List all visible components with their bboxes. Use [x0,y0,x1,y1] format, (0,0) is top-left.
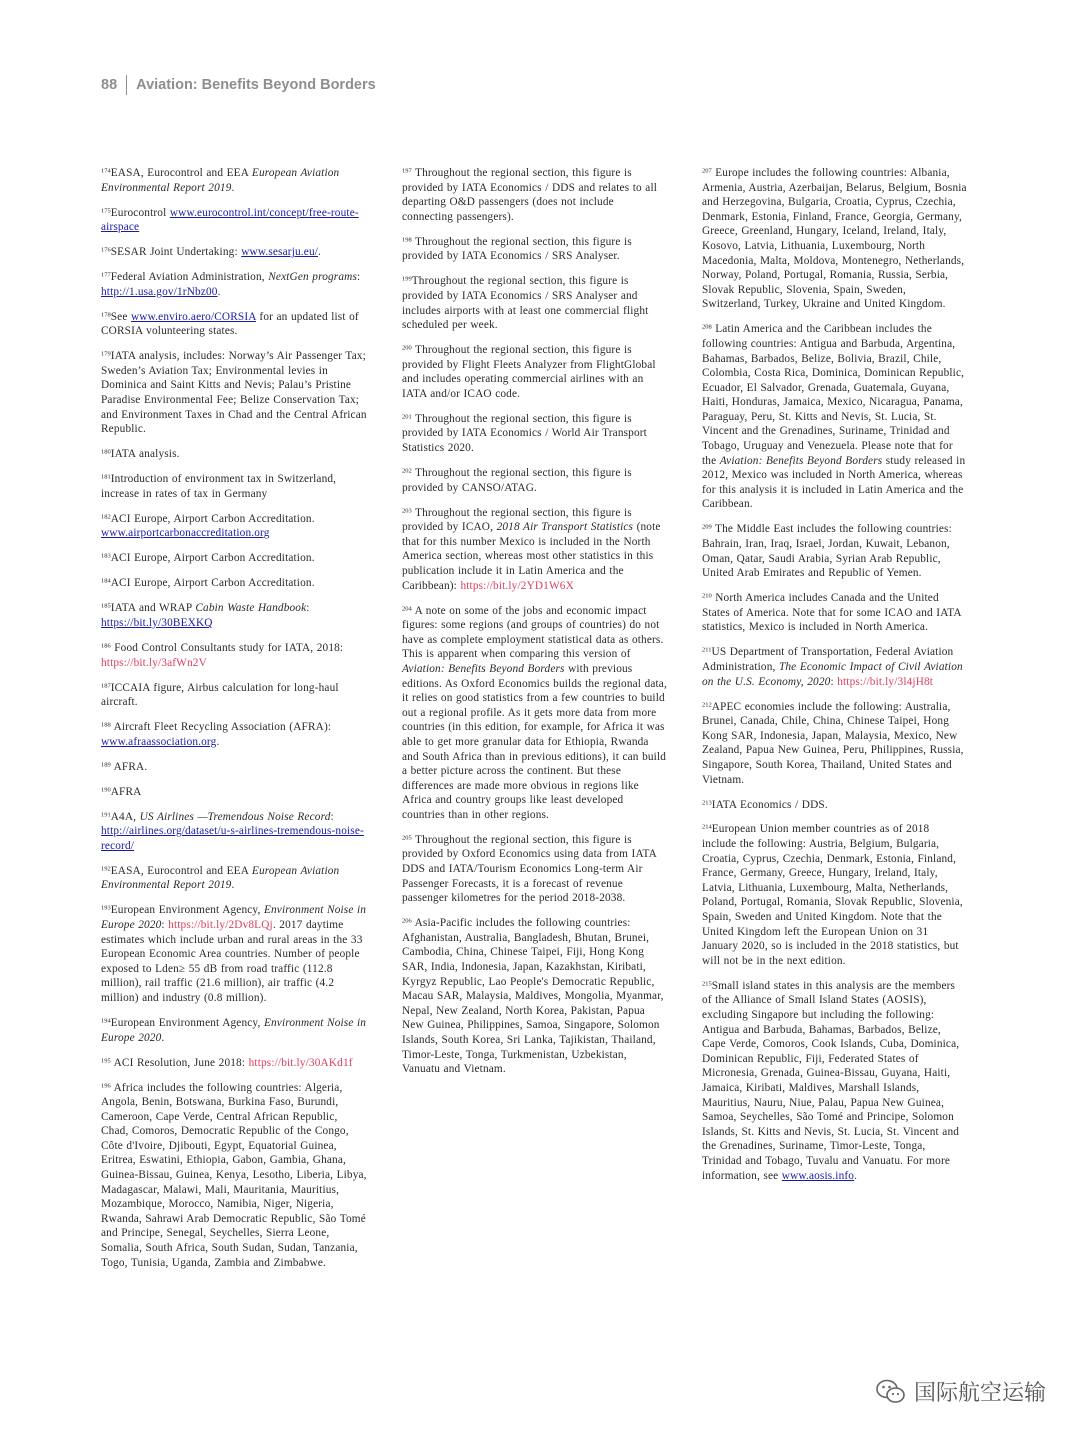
footnote-number: 191 [101,811,111,819]
footnote-number: 213 [702,799,712,806]
footnote [101,551,367,566]
page-number: 88 [101,77,118,93]
footnote [702,645,967,689]
footnote-text: . 2017 daytime estimates which include urban and rural areas in the 33 European Economic Area countries. Number of people exposed to Lden≥ 55 dB from road traffic (112.8 million), rail traffic (21.6 million), air traffic (4.2 million) and industry (0.8 million). [101,918,363,1004]
footnote-text: ACI Europe, Airport Carbon Accreditation. [110,577,315,590]
footnote-number: 195 [101,1057,111,1065]
footnote-number: 178 [101,311,111,319]
footnote [402,343,667,401]
footnote-text: ACI Europe, Airport Carbon Accreditation. [110,512,315,525]
footnote-text: ACI Europe, Airport Carbon Accreditation. [110,552,315,565]
footnote [402,166,667,224]
footnote-text: A note on some of the jobs and economic impact figures: some regions (and groups of countries) do not have as complete employment statistical data as others. This is apparent when comparing this version of [402,604,664,661]
footnote-text: (note that for this number Mexico is included in the North America section, whereas most other statistics in this publication include it in Latin America and the Caribbean): [402,521,661,592]
footnote-text: IATA analysis. [110,448,180,461]
footnote-text: APEC economies include the following: Australia, Brunei, Canada, Chile, China, Chinese Taipei, Hong Kong SAR, Indonesia, Japan, Malaysia, Mexico, New Zealand, Papua New Guinea, Peru, Philippines, Russia, Singapore, South Korea, Thailand, United States and Vietnam. [702,700,964,786]
footnote-italic-title: NextGen programs [268,271,358,284]
footnote-number: 184 [101,577,111,585]
footnote [101,310,367,339]
footnote-text: Small island states in this analysis are the members of the Alliance of Small Island States (AOSIS), excluding Singapore but including the following: Antigua and Barbuda, Bahamas, Barbados, Belize, Cape Verde, Comoros, Cook Islands, Cuba, Dominica, Dominican Republic, Fiji, Federated States of Micronesia, Grenada, Guinea-Bissau, Guyana, Haiti, Jamaica, Kiribati, Maldives, Marshall Islands, Mauritius, Nauru, Niue, Palau, Papua New Guinea, Samoa, Seychelles, São Tomé and Principe, Solomon Islands, St. Kitts and Nevis, St. Lucia, St. Vincent and the Grenadines, Suriname, Timor-Leste, Tonga, Trinidad and Tobago, Tuvalu and Vanuatu. For more information, see [702,979,960,1182]
footnote-link[interactable]: www.aosis.info [781,1169,855,1182]
footnote-italic-title: European Aviation Environmental Report 2019 [101,864,340,892]
footnote-number: 194 [101,1017,111,1025]
footnote-text: US Department of Transportation, Federal Aviation Administration, [702,646,954,673]
footnote [101,601,367,630]
footnote [101,785,367,800]
footnote-italic-title: Aviation: Benefits Beyond Borders [402,662,565,675]
footnote [402,274,667,332]
footnote-text: . [231,181,235,194]
footnote [101,1081,367,1271]
footnote-text: . [217,285,221,298]
footnote [702,822,967,968]
footnote-number: 198 [402,236,412,244]
footnote-number: 176 [101,246,111,254]
footnote-url: https://bit.ly/3l4jH8t [837,675,934,688]
footnote-text: SESAR Joint Undertaking: [110,246,242,259]
footnote-number: 210 [702,592,712,600]
footnote-text: Throughout the regional section, this figure is provided by Oxford Economics using data from IATA DDS and IATA/Tourism Economics Long-term Air Passenger Forecasts, it is a forecast of revenue passenger kilometres for the period 2018-2038. [402,833,657,905]
footnote-link[interactable]: www.afraassociation.org [101,735,217,748]
footnote-text: EASA, Eurocontrol and EEA [110,167,252,179]
footnote [101,760,367,775]
footnote-number: 209 [702,523,712,531]
footnote-text: : [357,271,361,284]
footnote-number: 206 [402,917,412,925]
footnote [702,979,967,1183]
footnote-link[interactable]: http://1.usa.gov/1rNbz00 [101,285,218,298]
footnote-text: . [161,1031,165,1044]
footnote-number: 187 [101,682,111,690]
footnote [101,681,367,710]
footnote-text: See [110,310,131,323]
footnote [402,833,667,906]
footnote-text: IATA analysis, includes: Norway’s Air Passenger Tax; Sweden’s Aviation Tax; Environmental levies in Dominica and Saint Kitts and Nevis; Palau’s Pristine Paradise Environmental Fee; Belize Conservation Tax; and Environment Taxes in Chad and the Central African Republic. [101,350,367,436]
footnote [702,700,967,788]
footnote-italic-title: Aviation: Benefits Beyond Borders [719,454,883,467]
footnote [101,1056,367,1071]
footnote [101,512,367,541]
footnote-text: Aircraft Fleet Recycling Association (AFRA): [110,721,332,734]
footnote-link[interactable]: https://bit.ly/30BEXKQ [101,616,213,629]
wechat-watermark [876,1376,1046,1407]
footnote-text: : [306,602,310,615]
footnote-link[interactable]: www.sesarju.eu/ [241,246,319,259]
footnote-text: IATA and WRAP [110,602,196,615]
watermark-text: 国际航空运输 [913,1381,1046,1406]
footnote-link[interactable]: www.enviro.aero/CORSIA [131,310,256,323]
footnote-text: : [330,810,334,823]
footnote-url: https://bit.ly/2Dv8LQj [168,918,273,931]
footnote-number: 199 [402,275,412,283]
footnote-text: with previous editions. As Oxford Economics builds the regional data, it relies on good statistics from a few countries to build out a regional profile. As it gets more data from more countries (in this edition, for example, for Africa it was able to get more granular data for Ethiopia, Rwanda and South Africa than in previous editions), it can build a better picture across the continent. But these differences are made more obvious in regions like Africa and country groups like least developed countries than in other regions. [402,662,667,821]
footnote-number: 196 [101,1082,111,1089]
footnote [402,604,667,823]
footnote-number: 212 [702,701,712,709]
footnote-number: 181 [101,473,111,481]
footnote-text: Throughout the regional section, this figure is provided by IATA Economics / DDS and relates to all departing O&D passengers (does not include connecting passengers). [402,167,658,223]
footnote-number: 211 [702,646,712,654]
footnote-text: A4A, [110,810,140,823]
footnote [101,206,367,235]
footnote-text: Throughout the regional section, this figure is provided by IATA Economics / World Air Transport Statistics 2020. [402,412,647,455]
footnote-number: 215 [702,980,712,988]
footnote [101,472,367,501]
footnote-text: Europe includes the following countries: Albania, Armenia, Austria, Azerbaijan, Belarus, Belgium, Bosnia and Herzegovina, Bulgaria, Croatia, Cyprus, Czechia, Denmark, Estonia, Finland, France, Georgia, Germany, Greece, Greenland, Hungary, Iceland, Ireland, Italy, Kosovo, Latvia, Lithuania, Luxembourg, North Macedonia, Malta, Moldova, Montenegro, Netherlands, Norway, Poland, Portugal, Romania, Russia, Serbia, Slovak Republic, Slovenia, Spain, Sweden, Switzerland, Turkey, Ukraine and United Kingdom. [702,167,967,311]
footnote-text: Throughout the regional section, this figure is provided by Flight Fleets Analyzer from FlightGlobal and includes operating commercial airlines with an IATA and/or ICAO code. [402,344,656,400]
footnote-text: Throughout the regional section, this figure is provided by IATA Economics / SRS Analyser. [402,235,632,263]
footnote [402,412,667,456]
footnote-text: Eurocontrol [110,206,170,219]
footnote-url: https://bit.ly/30AKd1f [248,1056,353,1069]
footnote-number: 207 [702,167,712,175]
footnote-text: ACI Resolution, June 2018: [110,1056,249,1069]
footnote-text: Throughout the regional section, this figure is provided by ICAO, [402,506,632,534]
footnote [702,798,967,813]
footnote-link[interactable]: www.airportcarbonaccreditation.org [101,527,270,540]
footnote-number: 205 [402,834,412,842]
footnote-column-1 [101,166,367,1281]
footnote [101,903,367,1005]
footnote-text: Food Control Consultants study for IATA, 2018: [110,641,344,654]
footnote-url: https://bit.ly/3afWn2V [101,656,207,669]
footnote [402,506,667,594]
footnote-text: ICCAIA figure, Airbus calculation for long-haul aircraft. [101,681,339,709]
footnote [101,864,367,893]
footnote-number: 180 [101,448,111,456]
footnote [101,641,367,670]
footnote [101,720,367,749]
footnote-text: Throughout the regional section, this figure is provided by IATA Economics / SRS Analyser and includes airports with at least one commercial flight scheduled per week. [402,275,649,332]
footnote-text: study released in 2012, Mexico was included in North America, whereas for this analysis it is included in Latin America and the Caribbean. [702,454,966,511]
footnote-column-3 [702,166,967,1194]
footnote [101,810,367,854]
footnote-text: Africa includes the following countries: Algeria, Angola, Benin, Botswana, Burkina Faso, Burundi, Cameroon, Cape Verde, Central African Republic, Chad, Comoros, Democratic Republic of the Congo, Côte d'Ivoire, Djibouti, Egypt, Equatorial Guinea, Eritrea, Eswatini, Ethiopia, Gabon, Gambia, Ghana, Guinea-Bissau, Guinea, Kenya, Lesotho, Liberia, Libya, Madagascar, Malawi, Mali, Mauritania, Mauritius, Mozambique, Morocco, Namibia, Niger, Nigeria, Rwanda, Sahrawi Arab Democratic Republic, São Tomé and Principe, Senegal, Seychelles, Sierra Leone, Somalia, South Africa, South Sudan, Sudan, Tanzania, Togo, Tunisia, Uganda, Zambia and Zimbabwe. [101,1081,367,1269]
footnote-text: Throughout the regional section, this figure is provided by CANSO/ATAG. [402,467,632,494]
footnote-italic-title: Environment Noise in Europe 2020 [101,1016,367,1044]
footnote-number: 185 [101,602,111,610]
footnote-text: AFRA [110,785,142,798]
footnote-number: 186 [101,642,111,650]
footnote-text: European Environment Agency, [110,904,264,917]
footnote-number: 201 [402,413,412,421]
footnote-italic-title: European Aviation Environmental Report 2019 [101,167,340,194]
footnote-number: 214 [702,823,712,831]
footnote [101,447,367,462]
footnote [702,591,967,635]
footnote-number: 204 [402,605,412,613]
footnote-italic-title: The Economic Impact of Civil Aviation on the U.S. Economy, 2020 [702,660,963,688]
footnote-number: 177 [101,271,111,279]
footnote [101,166,367,195]
footnote-url: https://bit.ly/2YD1W6X [460,579,574,592]
footnote-text: North America includes Canada and the United States of America. Note that for some ICAO and IATA statistics, Mexico is included in North America. [702,592,962,634]
footnote-text: AFRA. [110,760,148,773]
footnote-text: Asia-Pacific includes the following countries: Afghanistan, Australia, Bangladesh, Bhutan, Brunei, Cambodia, China, Chinese Taipei, Fiji, Hong Kong SAR, India, Indonesia, Japan, Kazakhstan, Kiribati, Kyrgyz Republic, Lao People's Democratic Republic, Macau SAR, Malaysia, Maldives, Mongolia, Myanmar, Nepal, New Zealand, North Korea, Pakistan, Papua New Guinea, Philippines, Samoa, Singapore, Solomon Islands, South Korea, Sri Lanka, Tajikistan, Thailand, Timor-Leste, Tonga, Turkmenistan, Uzbekistan, Vanuatu and Vietnam. [402,917,664,1076]
footnote-italic-title: US Airlines —Tremendous Noise Record [139,810,331,823]
header-divider [126,75,127,95]
footnote-number: 182 [101,513,111,521]
footnote [101,349,367,437]
footnote-italic-title: Cabin Waste Handbook [195,602,307,615]
page-header [101,74,376,96]
footnote [101,1016,367,1045]
footnote-number: 174 [101,167,111,175]
footnote [101,270,367,299]
footnote-number: 197 [402,167,412,175]
footnote-number: 175 [101,207,111,215]
footnote-number: 188 [101,721,111,729]
footnote-text: . [231,879,235,892]
footnote-number: 190 [101,786,111,794]
footnote-column-2 [402,166,667,1087]
footnote-link[interactable]: www.eurocontrol.int/concept/free-route-airspace [101,206,359,234]
footnote-text: Latin America and the Caribbean includes the following countries: Antigua and Barbuda, Argentina, Bahamas, Barbados, Belize, Bolivia, Brazil, Chile, Colombia, Costa Rica, Dominica, Dominican Republic, Ecuador, El Salvador, Grenada, Guatemala, Guyana, Haiti, Honduras, Jamaica, Mexico, Nicaragua, Panama, Paraguay, Peru, St. Kitts and Nevis, St. Lucia, St. Vincent and the Grenadines, Suriname, Trinidad and Tobago, Uruguay and Venezuela. Please note that for the [702,323,965,467]
footnote [402,466,667,495]
footnote-text: Introduction of environment tax in Switzerland, increase in rates of tax in Germany [101,473,337,500]
footnote-number: 208 [702,323,712,331]
footnote-number: 200 [402,344,412,352]
footnote [101,576,367,591]
footnote-number: 192 [101,865,111,873]
footnote-italic-title: 2018 Air Transport Statistics [496,521,634,534]
footnote-text: IATA Economics / DDS. [711,798,828,811]
footnote-number: 189 [101,761,111,769]
footnote-number: 183 [101,552,111,560]
footnote-text: for an updated list of CORSIA volunteering states. [101,310,359,338]
footnote-link[interactable]: http://airlines.org/dataset/u-s-airlines-tremendous-noise-record/ [101,825,364,852]
running-title: Aviation: Benefits Beyond Borders [136,77,376,93]
footnote-text: . [318,246,322,259]
footnote-number: 193 [101,904,111,912]
footnote-number: 203 [402,507,412,515]
wechat-icon [876,1379,906,1405]
footnote-text: Federal Aviation Administration, [110,271,269,284]
footnote-text: . [854,1169,858,1182]
footnote [702,522,967,580]
footnote [101,245,367,260]
footnote-text: . [216,735,220,748]
footnote-text: EASA, Eurocontrol and EEA [110,864,252,877]
footnote-italic-title: Environment Noise in Europe 2020 [101,904,367,931]
footnote [702,166,967,312]
footnote-number: 179 [101,350,111,358]
footnote-text: : [830,675,838,688]
footnote [402,235,667,264]
footnote-text: The Middle East includes the following countries: Bahrain, Iran, Iraq, Israel, Jordan, Kuwait, Lebanon, Oman, Qatar, Saudi Arabia, Syrian Arab Republic, United Arab Emirates and Republic of Yemen. [702,523,952,580]
footnote-number: 202 [402,467,412,475]
footnote-text: : [161,918,169,931]
footnote-text: European Union member countries as of 2018 include the following: Austria, Belgium, Bulgaria, Croatia, Cyprus, Czechia, Denmark, Estonia, Finland, France, Germany, Greece, Hungary, Ireland, Italy, Latvia, Lithuania, Luxembourg, Malta, Netherlands, Poland, Portugal, Romania, Slovak Republic, Slovenia, Spain, Sweden and United Kingdom. Note that the United Kingdom left the European Union on 31 January 2020, so is included in the 2018 statistics, but will not be in the next edition. [702,823,963,967]
footnote [702,322,967,512]
footnote-text: European Environment Agency, [110,1016,264,1029]
footnote [402,916,667,1077]
